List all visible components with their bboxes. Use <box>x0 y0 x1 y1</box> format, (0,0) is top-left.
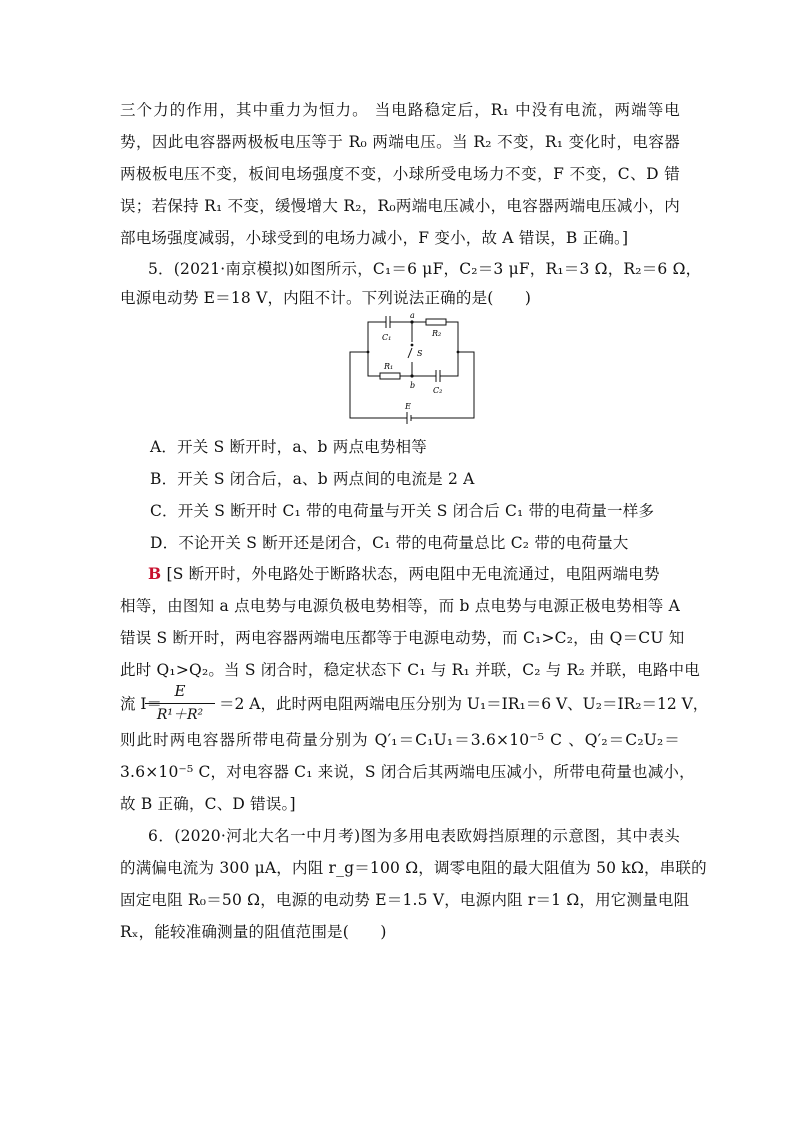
q5-stem-line-1: 5．(2021·南京模拟)如图所示，C₁＝6 μF，C₂＝3 μF，R₁＝3 Ω，R₂＝6 Ω， <box>148 260 702 278</box>
q5-stem-line-2: 电源电动势 E＝18 V，内阻不计。下列说法正确的是( ) <box>120 289 532 307</box>
node-a-label: a <box>410 312 415 320</box>
r2-label: R₂ <box>432 329 442 338</box>
q6-stem-line-1: 6．(2020·河北大名一中月考)图为多用电表欧姆挡原理的示意图，其中表头 <box>148 827 680 845</box>
q5-explanation-line-8: 故 B 正确，C、D 错误。] <box>120 795 296 813</box>
prev-explanation-line-1: 三个力的作用，其中重力为恒力。 当电路稳定后，R₁ 中没有电流，两端等电 <box>120 101 680 119</box>
q5-option-a: A．开关 S 断开时，a、b 两点电势相等 <box>150 438 427 456</box>
q5-option-b: B．开关 S 闭合后，a、b 两点间的电流是 2 A <box>150 470 475 488</box>
q5-explanation-text-1: [S 断开时，外电路处于断路状态，两电阻中无电流通过，电阻两端电势 <box>166 565 660 583</box>
q5-explanation-line-6: 则此时两电容器所带电荷量分别为 Q′₁＝C₁U₁＝3.6×10⁻⁵ C 、Q′₂＝C₂U₂＝ <box>120 731 680 749</box>
q6-stem-line-4: Rₓ，能较准确测量的阻值范围是( ) <box>120 923 387 941</box>
q5-explanation-line-4: 此时 Q₁>Q₂。当 S 闭合时，稳定状态下 C₁ 与 R₁ 并联，C₂ 与 R₂ 并联，电路中电 <box>120 661 700 679</box>
q5-explanation-line-7: 3.6×10⁻⁵ C，对电容器 C₁ 来说，S 闭合后其两端电压减小，所带电荷量也减小， <box>120 763 695 781</box>
q6-stem-line-3: 固定电阻 R₀＝50 Ω，电源的电动势 E＝1.5 V，电源内阻 r＝1 Ω，用它测量电阻 <box>120 891 690 909</box>
q5-answer-letter: B <box>148 564 162 583</box>
fraction-denominator: R¹＋R² <box>156 707 204 723</box>
q6-stem-line-2: 的满偏电流为 300 μA，内阻 r_g＝100 Ω，调零电阻的最大阻值为 50 kΩ，串联的 <box>120 859 707 877</box>
q5-current-fraction <box>143 682 217 722</box>
prev-explanation-line-5: 部电场强度减弱，小球受到的电场力减小，F 变小，故 A 错误，B 正确。] <box>120 229 629 247</box>
q5-explanation-line-2: 相等，由图知 a 点电势与电源负极电势相等，而 b 点电势与电源正极电势相等 A <box>120 597 680 615</box>
prev-explanation-line-4: 误；若保持 R₁ 不变，缓慢增大 R₂，R₀两端电压减小，电容器两端电压减小，内 <box>120 197 680 215</box>
c2-label: C₂ <box>433 386 443 395</box>
node-b-label: b <box>410 381 416 390</box>
prev-explanation-line-2: 势，因此电容器两极板电压等于 R₀ 两端电压。当 R₂ 不变，R₁ 变化时，电容器 <box>120 133 680 151</box>
prev-explanation-line-3: 两极板电压不变，板间电场强度不变，小球所受电场力不变，F 不变，C、D 错 <box>120 165 680 183</box>
r1-label: R₁ <box>384 362 394 371</box>
q5-option-d: D．不论开关 S 断开还是闭合，C₁ 带的电荷量总比 C₂ 带的电荷量大 <box>150 534 629 552</box>
q5-option-c: C．开关 S 断开时 C₁ 带的电荷量与开关 S 闭合后 C₁ 带的电荷量一样多 <box>150 502 655 520</box>
q5-explanation-line-3: 错误 S 断开时，两电容器两端电压都等于电源电动势，而 C₁>C₂，由 Q＝CU 知 <box>120 629 685 647</box>
emf-e-label: E <box>405 402 411 411</box>
q5-circuit-diagram <box>348 312 476 424</box>
c1-label: C₁ <box>382 333 392 342</box>
q5-explanation-line-1 <box>148 564 680 584</box>
q5-current-suffix: ＝2 A，此时两电阻两端电压分别为 U₁＝IR₁＝6 V、U₂＝IR₂＝12 V， <box>219 695 709 713</box>
q5-current-prefix: 流 I＝ <box>120 695 163 713</box>
fraction-numerator: E <box>174 682 186 700</box>
switch-s-label: S <box>417 349 423 358</box>
